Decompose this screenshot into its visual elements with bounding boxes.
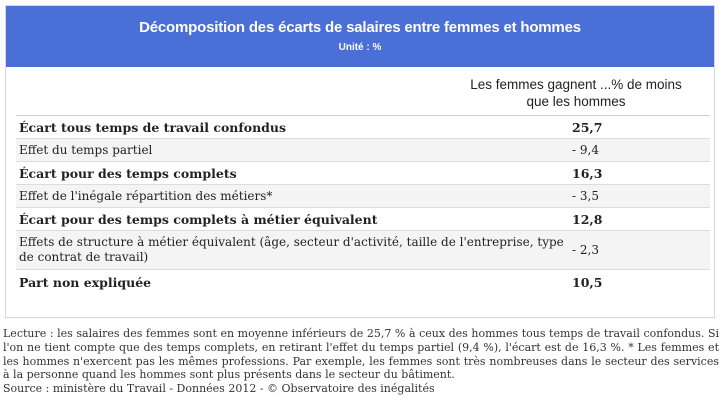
row-label: Effet du temps partiel (19, 142, 153, 157)
row-label: Écart pour des temps complets à métier équivalent (19, 211, 378, 227)
table-row (16, 270, 710, 294)
row-value: - 9,4 (572, 143, 599, 157)
table-title: Décomposition des écarts de salaires entre femmes et hommes (139, 19, 581, 36)
table-body (16, 115, 710, 294)
salary-gap-table-card (5, 5, 715, 318)
column-header: Les femmes gagnent ...% de moins que les hommes (470, 77, 682, 109)
table-row (16, 162, 710, 185)
source-note: Source : ministère du Travail - Données 2012 - © Observatoire des inégalités (3, 382, 435, 396)
table-header-banner (6, 6, 714, 67)
reading-note: Lecture : les salaires des femmes sont en moyenne inférieurs de 25,7 % à ceux des hommes tous temps de travail confondus. Si l'on ne tient compte que des temps complets, en retirant l'effet du temps partiel (9,4 %), l'écart est de 16,3 %. * Les femmes et les hommes n'exercent pas les mêmes professions. Par exemple, les femmes sont très nombreuses dans le secteur des services à la personne quand les hommes sont plus présents dans le secteur du bâtiment. (3, 327, 719, 382)
row-value: 10,5 (572, 274, 603, 290)
row-label: Écart tous temps de travail confondus (19, 119, 287, 135)
footer-notes (3, 327, 719, 396)
row-label: Écart pour des temps complets (19, 165, 237, 181)
row-value: - 3,5 (572, 189, 599, 203)
row-value: - 2,3 (572, 243, 599, 257)
row-value: 16,3 (572, 165, 603, 181)
table-row (16, 208, 710, 231)
table-row (16, 185, 710, 208)
row-value: 25,7 (572, 119, 603, 135)
row-value: 12,8 (572, 211, 603, 227)
table-row (16, 116, 710, 139)
table-unit: Unité : % (338, 42, 382, 53)
table-row (16, 139, 710, 162)
row-label: Part non expliquée (19, 274, 152, 290)
table-row (16, 231, 710, 270)
row-label: Effets de structure à métier équivalent (âge, secteur d'activité, taille de l'entreprise, type de contrat de travail) (19, 235, 564, 264)
row-label: Effet de l'inégale répartition des métiers* (19, 188, 273, 203)
